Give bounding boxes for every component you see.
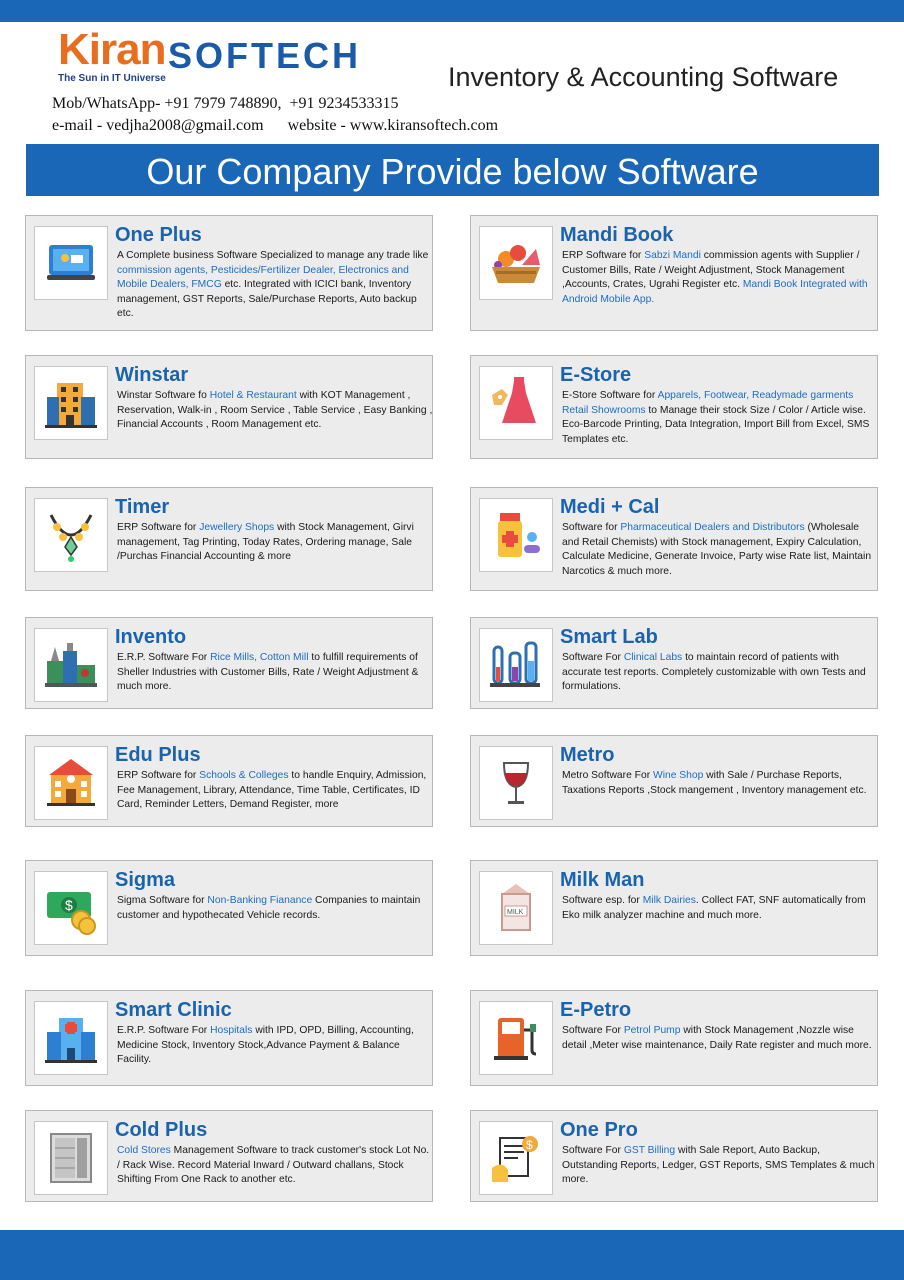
product-title: One Plus xyxy=(115,224,202,246)
logo-kiran-text: Kiran xyxy=(58,25,166,74)
cold-storage-fridge-icon xyxy=(34,1121,108,1195)
bottom-accent-bar xyxy=(0,1230,904,1280)
product-description xyxy=(562,249,878,307)
product-card-milk-man xyxy=(470,860,878,956)
highlighted-text: Clinical Labs xyxy=(623,652,683,663)
computer-icon xyxy=(34,226,108,300)
description-text: (Wholesale and Retail Chemists) with Stock management, Expiry Calculation, Calculate Medicine, Generate Invoice, Party wise Rate list, Maintain Narcotics & much more. xyxy=(562,522,872,577)
product-card-e-store xyxy=(470,355,878,459)
highlighted-text: Wine Shop xyxy=(652,770,704,781)
description-text: with Stock Management ,Nozzle wise detail ,Meter wise maintenance, Daily Rate register and much more. xyxy=(562,1025,872,1051)
contact-phone-line: Mob/WhatsApp- +91 7979 748890, +91 9234533315 xyxy=(52,95,399,112)
svg-text:MILK: MILK xyxy=(507,909,524,916)
product-description xyxy=(562,894,878,923)
highlighted-text: Jewellery Shops xyxy=(199,522,275,533)
hospital-building-icon xyxy=(34,1001,108,1075)
description-text: Management Software to track customer's stock Lot No. / Rack Wise. Record Material Inward / Outward challans, Stock Shifting From One Rack to another etc. xyxy=(117,1145,430,1186)
svg-text:$: $ xyxy=(65,897,73,913)
product-description xyxy=(562,521,878,579)
highlighted-text: Sabzi Mandi xyxy=(644,250,701,261)
product-description xyxy=(117,249,433,322)
product-title: Invento xyxy=(115,626,187,648)
section-banner: Our Company Provide below Software xyxy=(26,144,879,196)
product-description xyxy=(562,389,878,447)
product-description xyxy=(562,651,878,695)
product-card-cold-plus xyxy=(25,1110,433,1202)
highlighted-text: Non-Banking Fianance xyxy=(207,895,313,906)
top-accent-bar xyxy=(0,0,904,22)
product-description xyxy=(117,1144,433,1188)
school-building-icon xyxy=(34,746,108,820)
product-title: Metro xyxy=(560,744,615,766)
jewellery-necklace-icon xyxy=(34,498,108,572)
product-description xyxy=(117,521,433,565)
description-text: to handle Enquiry, Admission, Fee Management, Library, Attendance, Time Table, Certificates, ID Card, Reminder Letters, Demand Register, more xyxy=(117,770,427,811)
product-title: Milk Man xyxy=(560,869,645,891)
product-card-smart-lab xyxy=(470,617,878,709)
product-card-smart-clinic xyxy=(25,990,433,1086)
product-title: One Pro xyxy=(560,1119,638,1141)
highlighted-text: Pharmaceutical Dealers and Distributors xyxy=(620,522,805,533)
product-title: Timer xyxy=(115,496,170,518)
description-text: with Sale Report, Auto Backup, Outstanding Reports, Ledger, GST Reports, SMS Templates & much more. xyxy=(562,1145,875,1186)
product-description xyxy=(117,389,433,433)
description-text: ERP Software for xyxy=(562,250,645,261)
product-title: Medi + Cal xyxy=(560,496,660,518)
description-text: with Stock Management, Girvi management, Tag Printing, Today Rates, Ordering manage, Sale /Purchas Financial Accounting & more xyxy=(117,522,414,563)
logo-tagline: The Sun in IT Universe xyxy=(58,73,166,84)
highlighted-text: Hospitals xyxy=(210,1025,253,1036)
product-card-e-petro xyxy=(470,990,878,1086)
description-text: etc. Integrated with ICICI bank, Inventory management, GST Reports, Sale/Purchase Reports, Auto backup etc. xyxy=(117,279,417,320)
description-text: Sigma Software for xyxy=(117,895,208,906)
product-description xyxy=(117,651,433,695)
description-text: Software For xyxy=(562,1025,624,1036)
svg-text:$: $ xyxy=(526,1138,533,1152)
product-card-mandi-book xyxy=(470,215,878,331)
rice-mill-machine-icon xyxy=(34,628,108,702)
product-title: E-Petro xyxy=(560,999,632,1021)
product-title: Sigma xyxy=(115,869,176,891)
wine-glass-icon xyxy=(479,746,553,820)
highlighted-text: Milk Dairies xyxy=(642,895,696,906)
description-text: Winstar Software fo xyxy=(117,390,210,401)
description-text: Companies to maintain customer and hypothecated Vehicle records. xyxy=(117,895,421,921)
page-subtitle: Inventory & Accounting Software xyxy=(448,62,839,92)
product-title: E-Store xyxy=(560,364,632,386)
product-card-winstar xyxy=(25,355,433,459)
product-title: Smart Lab xyxy=(560,626,658,648)
hotel-building-icon xyxy=(34,366,108,440)
description-text: E.R.P. Software For xyxy=(117,1025,211,1036)
highlighted-text: GST Billing xyxy=(623,1145,676,1156)
description-text: Software for xyxy=(562,522,621,533)
product-title: Edu Plus xyxy=(115,744,201,766)
highlighted-text: Rice Mills, Cotton Mill xyxy=(210,652,309,663)
product-card-edu-plus xyxy=(25,735,433,827)
contact-email-website-line: e-mail - vedjha2008@gmail.com website - www.kiransoftech.com xyxy=(52,117,499,134)
description-text: A Complete business Software Specialized to manage any trade like xyxy=(117,250,429,261)
product-description xyxy=(562,769,878,798)
highlighted-text: Hotel & Restaurant xyxy=(209,390,297,401)
medicine-bottle-icon xyxy=(479,498,553,572)
product-description xyxy=(562,1144,878,1188)
product-description xyxy=(562,1024,878,1053)
logo-softech-text: SOFTECH xyxy=(168,35,362,76)
description-text: Software For xyxy=(562,652,624,663)
product-card-one-pro xyxy=(470,1110,878,1202)
fuel-pump-icon xyxy=(479,1001,553,1075)
description-text: with Sale / Purchase Reports, Taxations Reports ,Stock mangement , Inventory management etc. xyxy=(562,770,867,796)
gst-billing-icon xyxy=(479,1121,553,1195)
description-text: ERP Software for xyxy=(117,770,200,781)
product-title: Smart Clinic xyxy=(115,999,232,1021)
product-title: Winstar xyxy=(115,364,189,386)
description-text: . Collect FAT, SNF automatically from Eko milk analyzer machine and much more. xyxy=(562,895,866,921)
highlighted-text: commission agents, Pesticides/Fertilizer Dealer, Electronics and Mobile Dealers, FMCG xyxy=(117,264,409,291)
milk-carton-icon xyxy=(479,871,553,945)
dress-tag-icon xyxy=(479,366,553,440)
description-text: commission agents with Supplier / Customer Bills, Rate / Weight Adjustment, Stock Management ,Accounts, Crates, Ugrahi Register etc. xyxy=(562,250,860,291)
product-card-medi-cal xyxy=(470,487,878,591)
highlighted-text: Mandi Book Integrated with Android Mobile App. xyxy=(562,279,868,305)
description-text: Software esp. for xyxy=(562,895,643,906)
product-description xyxy=(117,894,433,923)
description-text: to Manage their stock Size / Color / Article wise. Eco-Barcode Printing, Data Integration, Import Bill from Excel, SMS Templates etc. xyxy=(562,404,870,445)
highlighted-text: Petrol Pump xyxy=(623,1025,681,1036)
product-description xyxy=(117,1024,433,1068)
highlighted-text: Apparels, Footwear, Readymade garments Retail Showrooms xyxy=(562,390,854,416)
description-text: ERP Software for xyxy=(117,522,200,533)
product-card-metro xyxy=(470,735,878,827)
description-text: E-Store Software for xyxy=(562,390,658,401)
description-text: to maintain record of patients with accurate test reports. Completely customizable with own Tests and formulations. xyxy=(562,652,866,693)
fruit-basket-icon xyxy=(479,226,553,300)
product-card-sigma xyxy=(25,860,433,956)
product-card-one-plus xyxy=(25,215,433,331)
description-text: Metro Software For xyxy=(562,770,653,781)
highlighted-text: Schools & Colleges xyxy=(199,770,289,781)
product-card-invento xyxy=(25,617,433,709)
description-text: to fulfill requirements of Sheller Industries with Customer Bills, Rate / Weight Adjustment & much more. xyxy=(117,652,419,693)
description-text: with IPD, OPD, Billing, Accounting, Medicine Stock, Inventory Stock,Advance Payment & Balance Facility. xyxy=(117,1025,414,1066)
product-title: Cold Plus xyxy=(115,1119,208,1141)
money-coins-icon xyxy=(34,871,108,945)
highlighted-text: Cold Stores xyxy=(117,1145,171,1156)
description-text: with KOT Management , Reservation, Walk-in , Room Service , Table Service , Easy Banking , Financial Accounts , Room Management etc. xyxy=(117,390,433,431)
product-card-timer xyxy=(25,487,433,591)
product-title: Mandi Book xyxy=(560,224,674,246)
lab-test-tubes-icon xyxy=(479,628,553,702)
description-text: Software For xyxy=(562,1145,624,1156)
product-description xyxy=(117,769,433,813)
description-text: E.R.P. Software For xyxy=(117,652,211,663)
